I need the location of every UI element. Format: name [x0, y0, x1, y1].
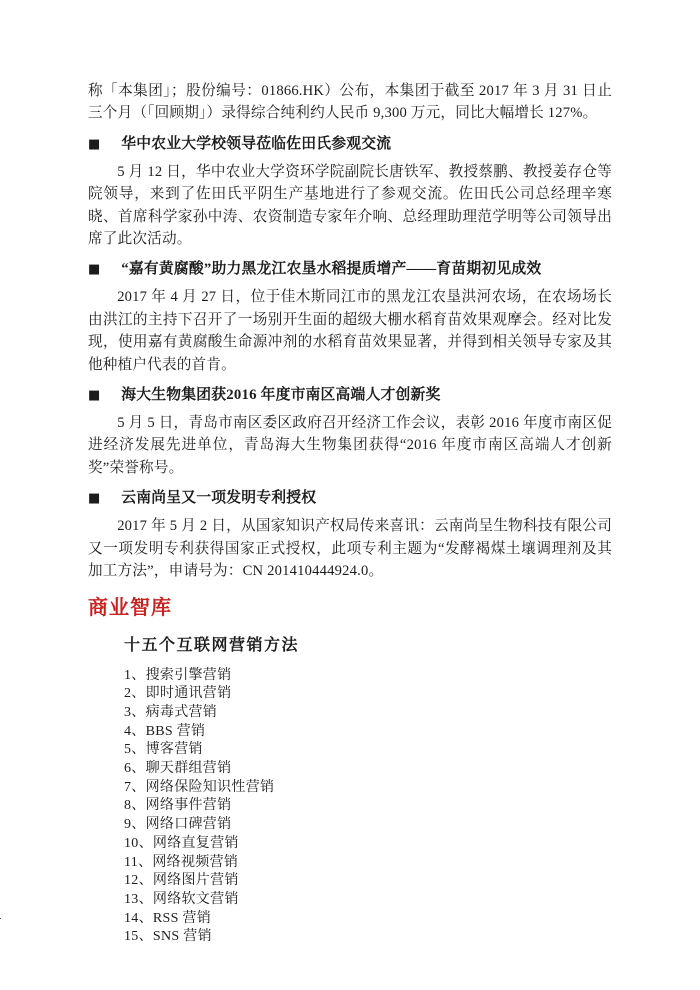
news-title-4: 云南尚呈又一项发明专利授权	[121, 490, 317, 507]
page-content	[88, 80, 612, 947]
square-bullet-icon: ■	[88, 136, 101, 152]
list-item: 3、病毒式营销	[124, 704, 218, 720]
news-heading-3	[88, 385, 612, 406]
list-item: 5、博客营销	[124, 742, 203, 758]
intro-paragraph: 称「本集团」；股份编号：01866.HK）公布，本集团于截至 2017 年 3 月 31 日止三个月（「回顾期」）录得综合纯利约人民币 9,300 万元，同比大幅增长 127%。	[88, 83, 612, 122]
list-item: 7、网络保险知识性营销	[124, 779, 275, 795]
list-item: 13、网络软文营销	[124, 891, 239, 907]
square-bullet-icon: ■	[88, 491, 101, 507]
news-body-2: 2017 年 4 月 27 日，位于佳木斯同江市的黑龙江农垦洪河农场，在农场场长由洪江的主持下召开了一场别开生面的超级大棚水稻育苗效果观摩会。经对比发现，使用嘉有黄腐酸生命源冲剂的水稻育苗效果显著，并得到相关领导专家及其他种植户代表的首肯。	[88, 289, 612, 373]
list-item: 9、网络口碑营销	[124, 817, 232, 833]
news-body-4: 2017 年 5 月 2 日，从国家知识产权局传来喜讯：云南尚呈生物科技有限公司又一项发明专利获得国家正式授权，此项专利主题为“发酵褐煤土壤调理剂及其加工方法”，申请号为：CN 201410444924.0。	[88, 518, 612, 580]
list-item: 11、网络视频营销	[124, 854, 239, 870]
list-item: 15、SNS 营销	[124, 929, 212, 945]
list-item: 10、网络直复营销	[124, 835, 239, 851]
news-title-2: “嘉有黄腐酸”助力黑龙江农垦水稻提质增产——育苗期初见成效	[121, 261, 542, 278]
square-bullet-icon: ■	[88, 388, 101, 404]
marketing-list-title: 十五个互联网营销方法	[124, 636, 300, 654]
list-item: 6、聊天群组营销	[124, 761, 232, 777]
marketing-methods-list	[124, 667, 612, 948]
news-heading-1	[88, 134, 612, 155]
list-item: 8、网络事件营销	[124, 798, 232, 814]
news-body-3: 5 月 5 日，青岛市南区委区政府召开经济工作会议，表彰 2016 年度市南区促进经济发展先进单位，青岛海大生物集团获得“2016 年度市南区高端人才创新奖”荣誉称号。	[88, 415, 612, 476]
news-heading-4	[88, 488, 612, 509]
news-title-3: 海大生物集团获2016 年度市南区高端人才创新奖	[121, 387, 441, 404]
list-item: 12、网络图片营销	[124, 873, 239, 889]
section-title-business-thinktank: 商业智库	[88, 596, 172, 619]
square-bullet-icon: ■	[88, 262, 101, 278]
news-title-1: 华中农业大学校领导莅临佐田氏参观交流	[121, 135, 392, 152]
list-item: 1、搜索引擎营销	[124, 667, 232, 683]
list-item: 2、即时通讯营销	[124, 686, 232, 702]
list-item: 14、RSS 营销	[124, 910, 212, 926]
news-body-1: 5 月 12 日，华中农业大学资环学院副院长唐铁军、教授蔡鹏、教授姜存仓等院领导，来到了佐田氏平阴生产基地进行了参观交流。佐田氏公司总经理辛寒晓、首席科学家孙中涛、农资制造专家年介响、总经理助理范学明等公司领导出席了此次活动。	[88, 163, 612, 248]
page-number	[0, 910, 1, 926]
list-item: 4、BBS 营销	[124, 723, 206, 739]
news-heading-2	[88, 259, 612, 280]
